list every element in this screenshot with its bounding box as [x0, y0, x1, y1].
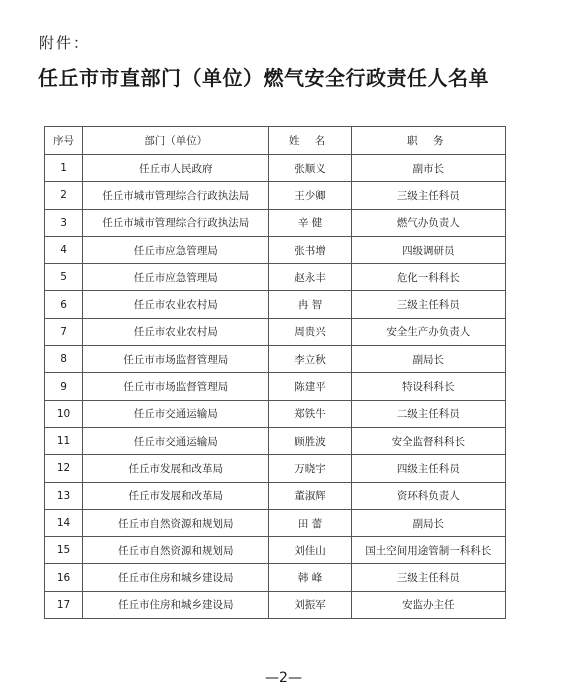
table-row — [45, 236, 506, 263]
cell-name: 冉 智 — [269, 291, 351, 318]
table-row — [45, 291, 506, 318]
cell-department: 任丘市城市管理综合行政执法局 — [83, 209, 269, 236]
cell-name: 刘佳山 — [269, 537, 351, 564]
cell-position: 国土空间用途管制一科科长 — [351, 537, 505, 564]
cell-department: 任丘市住房和城乡建设局 — [83, 591, 269, 618]
cell-name: 周贵兴 — [269, 318, 351, 345]
table-row — [45, 509, 506, 536]
cell-department: 任丘市人民政府 — [83, 155, 269, 182]
cell-index: 10 — [45, 400, 83, 427]
table-row — [45, 455, 506, 482]
table-row — [45, 564, 506, 591]
header-name: 姓 名 — [269, 127, 351, 155]
cell-name: 王少卿 — [269, 182, 351, 209]
table-row — [45, 482, 506, 509]
cell-department: 任丘市应急管理局 — [83, 264, 269, 291]
cell-index: 17 — [45, 591, 83, 618]
cell-index: 1 — [45, 155, 83, 182]
cell-department: 任丘市市场监督管理局 — [83, 346, 269, 373]
table-row — [45, 400, 506, 427]
cell-department: 任丘市交通运输局 — [83, 427, 269, 454]
cell-department: 任丘市自然资源和规划局 — [83, 537, 269, 564]
table-row — [45, 264, 506, 291]
table-row — [45, 182, 506, 209]
cell-position: 副局长 — [351, 346, 505, 373]
cell-name: 田 蕾 — [269, 509, 351, 536]
cell-position: 安监办主任 — [351, 591, 505, 618]
cell-index: 8 — [45, 346, 83, 373]
header-index: 序号 — [45, 127, 83, 155]
cell-position: 副市长 — [351, 155, 505, 182]
cell-name: 韩 峰 — [269, 564, 351, 591]
cell-position: 四级调研员 — [351, 236, 505, 263]
cell-department: 任丘市住房和城乡建设局 — [83, 564, 269, 591]
cell-index: 15 — [45, 537, 83, 564]
table-header-row — [45, 127, 506, 155]
cell-position: 资环科负责人 — [351, 482, 505, 509]
cell-position: 特设科科长 — [351, 373, 505, 400]
attachment-label: 附件： — [39, 34, 91, 52]
cell-department: 任丘市自然资源和规划局 — [83, 509, 269, 536]
cell-department: 任丘市城市管理综合行政执法局 — [83, 182, 269, 209]
cell-index: 9 — [45, 373, 83, 400]
cell-position: 三级主任科员 — [351, 291, 505, 318]
cell-position: 安全生产办负责人 — [351, 318, 505, 345]
cell-index: 2 — [45, 182, 83, 209]
cell-position: 三级主任科员 — [351, 564, 505, 591]
cell-department: 任丘市市场监督管理局 — [83, 373, 269, 400]
cell-position: 二级主任科员 — [351, 400, 505, 427]
cell-index: 16 — [45, 564, 83, 591]
cell-name: 赵永丰 — [269, 264, 351, 291]
cell-name: 张顺义 — [269, 155, 351, 182]
table-row — [45, 427, 506, 454]
cell-position: 四级主任科员 — [351, 455, 505, 482]
responsible-persons-table — [44, 126, 506, 619]
cell-index: 7 — [45, 318, 83, 345]
cell-name: 万晓宇 — [269, 455, 351, 482]
cell-position: 副局长 — [351, 509, 505, 536]
cell-department: 任丘市发展和改革局 — [83, 482, 269, 509]
cell-index: 4 — [45, 236, 83, 263]
cell-department: 任丘市农业农村局 — [83, 318, 269, 345]
cell-name: 李立秋 — [269, 346, 351, 373]
cell-index: 12 — [45, 455, 83, 482]
cell-position: 三级主任科员 — [351, 182, 505, 209]
cell-name: 陈建平 — [269, 373, 351, 400]
table-row — [45, 155, 506, 182]
table-row — [45, 209, 506, 236]
cell-position: 燃气办负责人 — [351, 209, 505, 236]
cell-name: 辛 健 — [269, 209, 351, 236]
header-position: 职 务 — [351, 127, 505, 155]
cell-name: 刘振军 — [269, 591, 351, 618]
cell-department: 任丘市应急管理局 — [83, 236, 269, 263]
cell-index: 11 — [45, 427, 83, 454]
cell-name: 郑铁牛 — [269, 400, 351, 427]
page-number: —2— — [265, 670, 302, 686]
cell-position: 危化一科科长 — [351, 264, 505, 291]
cell-position: 安全监督科科长 — [351, 427, 505, 454]
cell-index: 13 — [45, 482, 83, 509]
table-row — [45, 318, 506, 345]
table-body — [45, 155, 506, 619]
cell-department: 任丘市交通运输局 — [83, 400, 269, 427]
document-title: 任丘市市直部门（单位）燃气安全行政责任人名单 — [38, 66, 489, 90]
table-row — [45, 346, 506, 373]
cell-name: 顾胜波 — [269, 427, 351, 454]
cell-department: 任丘市发展和改革局 — [83, 455, 269, 482]
table-row — [45, 591, 506, 618]
cell-name: 董淑辉 — [269, 482, 351, 509]
table-row — [45, 537, 506, 564]
cell-index: 14 — [45, 509, 83, 536]
cell-index: 5 — [45, 264, 83, 291]
cell-name: 张书增 — [269, 236, 351, 263]
cell-index: 6 — [45, 291, 83, 318]
cell-department: 任丘市农业农村局 — [83, 291, 269, 318]
table-row — [45, 373, 506, 400]
cell-index: 3 — [45, 209, 83, 236]
header-department: 部门（单位） — [83, 127, 269, 155]
